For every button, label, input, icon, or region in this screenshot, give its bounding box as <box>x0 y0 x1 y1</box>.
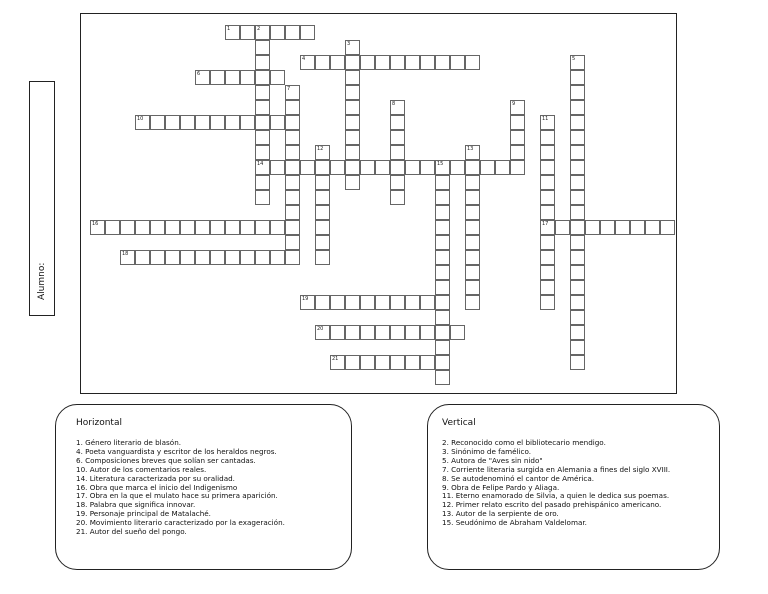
crossword-cell[interactable] <box>570 115 585 130</box>
horizontal-clues-box <box>55 404 352 570</box>
crossword-cell[interactable] <box>390 175 405 190</box>
crossword-cell[interactable] <box>360 55 375 70</box>
crossword-cell[interactable] <box>435 205 450 220</box>
crossword-cell[interactable] <box>345 115 360 130</box>
crossword-cell[interactable] <box>645 220 660 235</box>
crossword-cell[interactable] <box>540 265 555 280</box>
crossword-cell[interactable] <box>510 115 525 130</box>
crossword-cell[interactable] <box>375 295 390 310</box>
crossword-cell[interactable] <box>330 295 345 310</box>
crossword-cell[interactable] <box>315 205 330 220</box>
crossword-cell[interactable] <box>555 220 570 235</box>
crossword-cell[interactable] <box>315 190 330 205</box>
crossword-cell[interactable] <box>255 190 270 205</box>
crossword-cell[interactable] <box>570 310 585 325</box>
crossword-cell[interactable] <box>315 220 330 235</box>
crossword-cell[interactable] <box>210 70 225 85</box>
crossword-cell[interactable] <box>435 55 450 70</box>
crossword-cell[interactable] <box>180 115 195 130</box>
crossword-cell[interactable] <box>465 250 480 265</box>
crossword-cell[interactable] <box>285 220 300 235</box>
crossword-cell[interactable] <box>285 100 300 115</box>
crossword-cell[interactable] <box>240 220 255 235</box>
crossword-cell[interactable] <box>135 220 150 235</box>
crossword-cell[interactable] <box>270 115 285 130</box>
crossword-cell[interactable] <box>570 145 585 160</box>
crossword-cell[interactable] <box>225 250 240 265</box>
crossword-cell[interactable] <box>255 85 270 100</box>
crossword-cell[interactable] <box>210 115 225 130</box>
crossword-cell[interactable] <box>225 70 240 85</box>
crossword-cell[interactable] <box>195 115 210 130</box>
cell-number: 1 <box>227 26 231 32</box>
crossword-cell[interactable] <box>195 250 210 265</box>
crossword-cell[interactable] <box>465 190 480 205</box>
vertical-clue: 11. Eterno enamorado de Silvia, a quien le dedica sus poemas. <box>442 491 670 501</box>
crossword-cell[interactable] <box>165 250 180 265</box>
crossword-cell[interactable] <box>345 145 360 160</box>
crossword-cell[interactable] <box>390 115 405 130</box>
crossword-cell[interactable] <box>360 295 375 310</box>
cell-number: 17 <box>542 221 549 227</box>
vertical-clue: 7. Corriente literaria surgida en Alemania a fines del siglo XVIII. <box>442 464 671 474</box>
crossword-cell[interactable] <box>375 160 390 175</box>
crossword-cell[interactable] <box>570 130 585 145</box>
vertical-clue: 12. Primer relato escrito del pasado prehispánico americano. <box>442 500 662 510</box>
crossword-cell[interactable] <box>270 70 285 85</box>
crossword-cell[interactable] <box>570 175 585 190</box>
crossword-cell[interactable] <box>435 280 450 295</box>
crossword-cell[interactable] <box>345 325 360 340</box>
crossword-cell[interactable] <box>330 325 345 340</box>
horizontal-title: Horizontal <box>76 418 122 428</box>
crossword-cell[interactable] <box>540 190 555 205</box>
crossword-cell[interactable] <box>240 115 255 130</box>
crossword-cell[interactable] <box>465 295 480 310</box>
crossword-cell[interactable] <box>465 55 480 70</box>
crossword-cell[interactable] <box>615 220 630 235</box>
crossword-cell[interactable] <box>405 355 420 370</box>
crossword-cell[interactable] <box>345 175 360 190</box>
crossword-cell[interactable] <box>285 205 300 220</box>
crossword-cell[interactable] <box>255 100 270 115</box>
cell-number: 9 <box>512 101 516 107</box>
crossword-cell[interactable] <box>480 160 495 175</box>
crossword-cell[interactable] <box>390 325 405 340</box>
crossword-cell[interactable] <box>165 115 180 130</box>
horizontal-clue: 19. Personaje principal de Matalaché. <box>76 509 211 519</box>
crossword-cell[interactable] <box>150 220 165 235</box>
crossword-cell[interactable] <box>465 280 480 295</box>
vertical-clue-list <box>442 439 705 528</box>
crossword-cell[interactable] <box>225 115 240 130</box>
cell-number: 5 <box>572 56 576 62</box>
horizontal-clue: 16. Obra que marca el inicio del Indigenismo <box>76 482 238 492</box>
crossword-cell[interactable] <box>405 160 420 175</box>
horizontal-clue: 1. Género literario de blasón. <box>76 438 182 447</box>
crossword-cell[interactable] <box>570 70 585 85</box>
crossword-cell[interactable] <box>180 220 195 235</box>
crossword-cell[interactable] <box>225 220 240 235</box>
crossword-cell[interactable] <box>285 25 300 40</box>
crossword-cell[interactable] <box>330 55 345 70</box>
crossword-cell[interactable] <box>585 220 600 235</box>
crossword-cell[interactable] <box>600 220 615 235</box>
cell-number: 10 <box>137 116 144 122</box>
crossword-cell[interactable] <box>165 220 180 235</box>
crossword-cell[interactable] <box>390 160 405 175</box>
cell-number: 4 <box>302 56 306 62</box>
crossword-cell[interactable] <box>465 220 480 235</box>
crossword-cell[interactable] <box>435 355 450 370</box>
crossword-cell[interactable] <box>225 25 240 40</box>
crossword-cell[interactable] <box>195 70 210 85</box>
crossword-cell[interactable] <box>255 55 270 70</box>
crossword-cell[interactable] <box>570 160 585 175</box>
crossword-cell[interactable] <box>285 175 300 190</box>
crossword-cell[interactable] <box>345 355 360 370</box>
crossword-cell[interactable] <box>255 70 270 85</box>
crossword-cell[interactable] <box>435 325 450 340</box>
crossword-cell[interactable] <box>450 55 465 70</box>
crossword-cell[interactable] <box>255 25 270 40</box>
horizontal-clue: 18. Palabra que significa innovar. <box>76 500 196 510</box>
crossword-cell[interactable] <box>270 25 285 40</box>
cell-number: 19 <box>302 296 309 302</box>
crossword-cell[interactable] <box>435 235 450 250</box>
crossword-cell[interactable] <box>510 145 525 160</box>
crossword-cell[interactable] <box>570 355 585 370</box>
crossword-cell[interactable] <box>150 115 165 130</box>
crossword-cell[interactable] <box>315 325 330 340</box>
crossword-cell[interactable] <box>570 295 585 310</box>
horizontal-clue: 21. Autor del sueño del pongo. <box>76 527 187 537</box>
crossword-cell[interactable] <box>570 205 585 220</box>
crossword-cell[interactable] <box>420 325 435 340</box>
horizontal-clue: 14. Literatura caracterizada por su oralidad. <box>76 473 235 483</box>
crossword-cell[interactable] <box>345 55 360 70</box>
crossword-cell[interactable] <box>315 295 330 310</box>
crossword-cell[interactable] <box>255 40 270 55</box>
vertical-clue: 15. Seudónimo de Abraham Valdelomar. <box>442 518 587 528</box>
crossword-cell[interactable] <box>270 160 285 175</box>
crossword-cell[interactable] <box>420 355 435 370</box>
crossword-cell[interactable] <box>255 130 270 145</box>
crossword-cell[interactable] <box>285 130 300 145</box>
crossword-cell[interactable] <box>135 115 150 130</box>
crossword-cell[interactable] <box>315 235 330 250</box>
vertical-clue: 5. Autora de "Aves sin nido" <box>442 455 543 465</box>
crossword-cell[interactable] <box>120 250 135 265</box>
student-name-box[interactable] <box>29 81 55 316</box>
vertical-clue: 9. Obra de Felipe Pardo y Aliaga. <box>442 482 560 492</box>
crossword-cell[interactable] <box>540 160 555 175</box>
crossword-cell[interactable] <box>405 325 420 340</box>
crossword-cell[interactable] <box>435 220 450 235</box>
crossword-cell[interactable] <box>345 160 360 175</box>
crossword-cell[interactable] <box>540 145 555 160</box>
crossword-cell[interactable] <box>465 145 480 160</box>
crossword-cell[interactable] <box>510 100 525 115</box>
horizontal-clue: 10. Autor de los comentarios reales. <box>76 464 207 474</box>
crossword-cell[interactable] <box>285 160 300 175</box>
crossword-cell[interactable] <box>315 160 330 175</box>
crossword-cell[interactable] <box>255 160 270 175</box>
crossword-cell[interactable] <box>570 100 585 115</box>
cell-number: 8 <box>392 101 396 107</box>
crossword-cell[interactable] <box>510 130 525 145</box>
crossword-cell[interactable] <box>315 250 330 265</box>
crossword-cell[interactable] <box>435 265 450 280</box>
crossword-cell[interactable] <box>570 265 585 280</box>
crossword-cell[interactable] <box>360 325 375 340</box>
crossword-cell[interactable] <box>465 265 480 280</box>
vertical-clue: 2. Reconocido como el bibliotecario mendigo. <box>442 438 606 447</box>
cell-number: 15 <box>437 161 444 167</box>
crossword-cell[interactable] <box>300 25 315 40</box>
crossword-cell[interactable] <box>570 55 585 70</box>
crossword-cell[interactable] <box>375 55 390 70</box>
crossword-cell[interactable] <box>300 295 315 310</box>
crossword-cell[interactable] <box>315 175 330 190</box>
crossword-cell[interactable] <box>330 355 345 370</box>
crossword-cell[interactable] <box>420 295 435 310</box>
crossword-cell[interactable] <box>435 310 450 325</box>
crossword-cell[interactable] <box>345 295 360 310</box>
crossword-cell[interactable] <box>375 355 390 370</box>
vertical-clues-box <box>427 404 720 570</box>
crossword-cell[interactable] <box>90 220 105 235</box>
crossword-cell[interactable] <box>540 295 555 310</box>
crossword-cell[interactable] <box>210 220 225 235</box>
crossword-cell[interactable] <box>345 70 360 85</box>
crossword-cell[interactable] <box>135 250 150 265</box>
crossword-cell[interactable] <box>435 250 450 265</box>
crossword-cell[interactable] <box>420 160 435 175</box>
crossword-cell[interactable] <box>390 55 405 70</box>
crossword-cell[interactable] <box>570 280 585 295</box>
crossword-cell[interactable] <box>465 205 480 220</box>
cell-number: 11 <box>542 116 549 122</box>
crossword-cell[interactable] <box>255 145 270 160</box>
horizontal-clue: 4. Poeta vanguardista y escritor de los heraldos negros. <box>76 446 277 456</box>
crossword-cell[interactable] <box>570 190 585 205</box>
crossword-cell[interactable] <box>570 235 585 250</box>
crossword-cell[interactable] <box>255 250 270 265</box>
cell-number: 14 <box>257 161 264 167</box>
crossword-cell[interactable] <box>315 145 330 160</box>
crossword-cell[interactable] <box>510 160 525 175</box>
crossword-cell[interactable] <box>390 145 405 160</box>
crossword-cell[interactable] <box>330 160 345 175</box>
cell-number: 7 <box>287 86 291 92</box>
crossword-cell[interactable] <box>255 115 270 130</box>
crossword-cell[interactable] <box>345 130 360 145</box>
crossword-cell[interactable] <box>540 235 555 250</box>
crossword-cell[interactable] <box>540 130 555 145</box>
crossword-cell[interactable] <box>630 220 645 235</box>
crossword-cell[interactable] <box>465 175 480 190</box>
crossword-cell[interactable] <box>390 130 405 145</box>
crossword-cell[interactable] <box>210 250 225 265</box>
crossword-cell[interactable] <box>105 220 120 235</box>
crossword-cell[interactable] <box>465 235 480 250</box>
crossword-cell[interactable] <box>540 250 555 265</box>
crossword-cell[interactable] <box>240 25 255 40</box>
vertical-clue: 13. Autor de la serpiente de oro. <box>442 509 559 519</box>
crossword-cell[interactable] <box>255 220 270 235</box>
crossword-cell[interactable] <box>660 220 675 235</box>
cell-number: 21 <box>332 356 339 362</box>
crossword-cell[interactable] <box>570 250 585 265</box>
crossword-cell[interactable] <box>285 250 300 265</box>
crossword-cell[interactable] <box>570 340 585 355</box>
crossword-cell[interactable] <box>570 325 585 340</box>
crossword-cell[interactable] <box>390 295 405 310</box>
crossword-cell[interactable] <box>435 175 450 190</box>
crossword-cell[interactable] <box>435 370 450 385</box>
crossword-cell[interactable] <box>195 220 210 235</box>
crossword-cell[interactable] <box>180 250 195 265</box>
crossword-cell[interactable] <box>405 295 420 310</box>
horizontal-clue: 20. Movimiento literario caracterizado por la exageración. <box>76 518 285 528</box>
cell-number: 6 <box>197 71 201 77</box>
crossword-cell[interactable] <box>285 145 300 160</box>
crossword-cell[interactable] <box>255 175 270 190</box>
crossword-cell[interactable] <box>240 250 255 265</box>
crossword-cell[interactable] <box>540 175 555 190</box>
crossword-cell[interactable] <box>315 55 330 70</box>
crossword-cell[interactable] <box>360 160 375 175</box>
cell-number: 16 <box>92 221 99 227</box>
crossword-cell[interactable] <box>345 40 360 55</box>
crossword-cell[interactable] <box>450 160 465 175</box>
crossword-cell[interactable] <box>465 160 480 175</box>
vertical-clue: 8. Se autodenominó el cantor de América. <box>442 473 595 483</box>
crossword-cell[interactable] <box>435 190 450 205</box>
crossword-cell[interactable] <box>240 70 255 85</box>
cell-number: 20 <box>317 326 324 332</box>
crossword-cell[interactable] <box>300 55 315 70</box>
crossword-cell[interactable] <box>285 115 300 130</box>
horizontal-clue: 17. Obra en la que el mulato hace su primera aparición. <box>76 491 278 501</box>
crossword-cell[interactable] <box>435 295 450 310</box>
crossword-cell[interactable] <box>285 235 300 250</box>
crossword-cell[interactable] <box>285 190 300 205</box>
crossword-cell[interactable] <box>300 160 315 175</box>
crossword-cell[interactable] <box>375 325 390 340</box>
cell-number: 12 <box>317 146 324 152</box>
crossword-cell[interactable] <box>540 220 555 235</box>
crossword-cell[interactable] <box>435 160 450 175</box>
vertical-clue: 3. Sinónimo de famélico. <box>442 446 532 456</box>
crossword-cell[interactable] <box>270 220 285 235</box>
vertical-title: Vertical <box>442 418 476 428</box>
cell-number: 2 <box>257 26 261 32</box>
crossword-cell[interactable] <box>390 100 405 115</box>
cell-number: 13 <box>467 146 474 152</box>
crossword-cell[interactable] <box>435 340 450 355</box>
crossword-cell[interactable] <box>120 220 135 235</box>
crossword-cell[interactable] <box>360 355 375 370</box>
crossword-cell[interactable] <box>540 280 555 295</box>
crossword-cell[interactable] <box>450 325 465 340</box>
crossword-cell[interactable] <box>495 160 510 175</box>
crossword-cell[interactable] <box>570 220 585 235</box>
crossword-cell[interactable] <box>540 115 555 130</box>
crossword-cell[interactable] <box>345 85 360 100</box>
crossword-cell[interactable] <box>570 85 585 100</box>
crossword-cell[interactable] <box>405 55 420 70</box>
horizontal-clue-list <box>76 439 337 537</box>
cell-number: 18 <box>122 251 129 257</box>
crossword-cell[interactable] <box>540 205 555 220</box>
cell-number: 3 <box>347 41 351 47</box>
crossword-cell[interactable] <box>270 250 285 265</box>
crossword-cell[interactable] <box>150 250 165 265</box>
crossword-cell[interactable] <box>390 355 405 370</box>
horizontal-clue: 6. Composiciones breves que solían ser cantadas. <box>76 455 256 465</box>
crossword-cell[interactable] <box>285 85 300 100</box>
student-label: Alumno: <box>37 262 47 300</box>
crossword-cell[interactable] <box>345 100 360 115</box>
crossword-cell[interactable] <box>390 190 405 205</box>
crossword-cell[interactable] <box>420 55 435 70</box>
